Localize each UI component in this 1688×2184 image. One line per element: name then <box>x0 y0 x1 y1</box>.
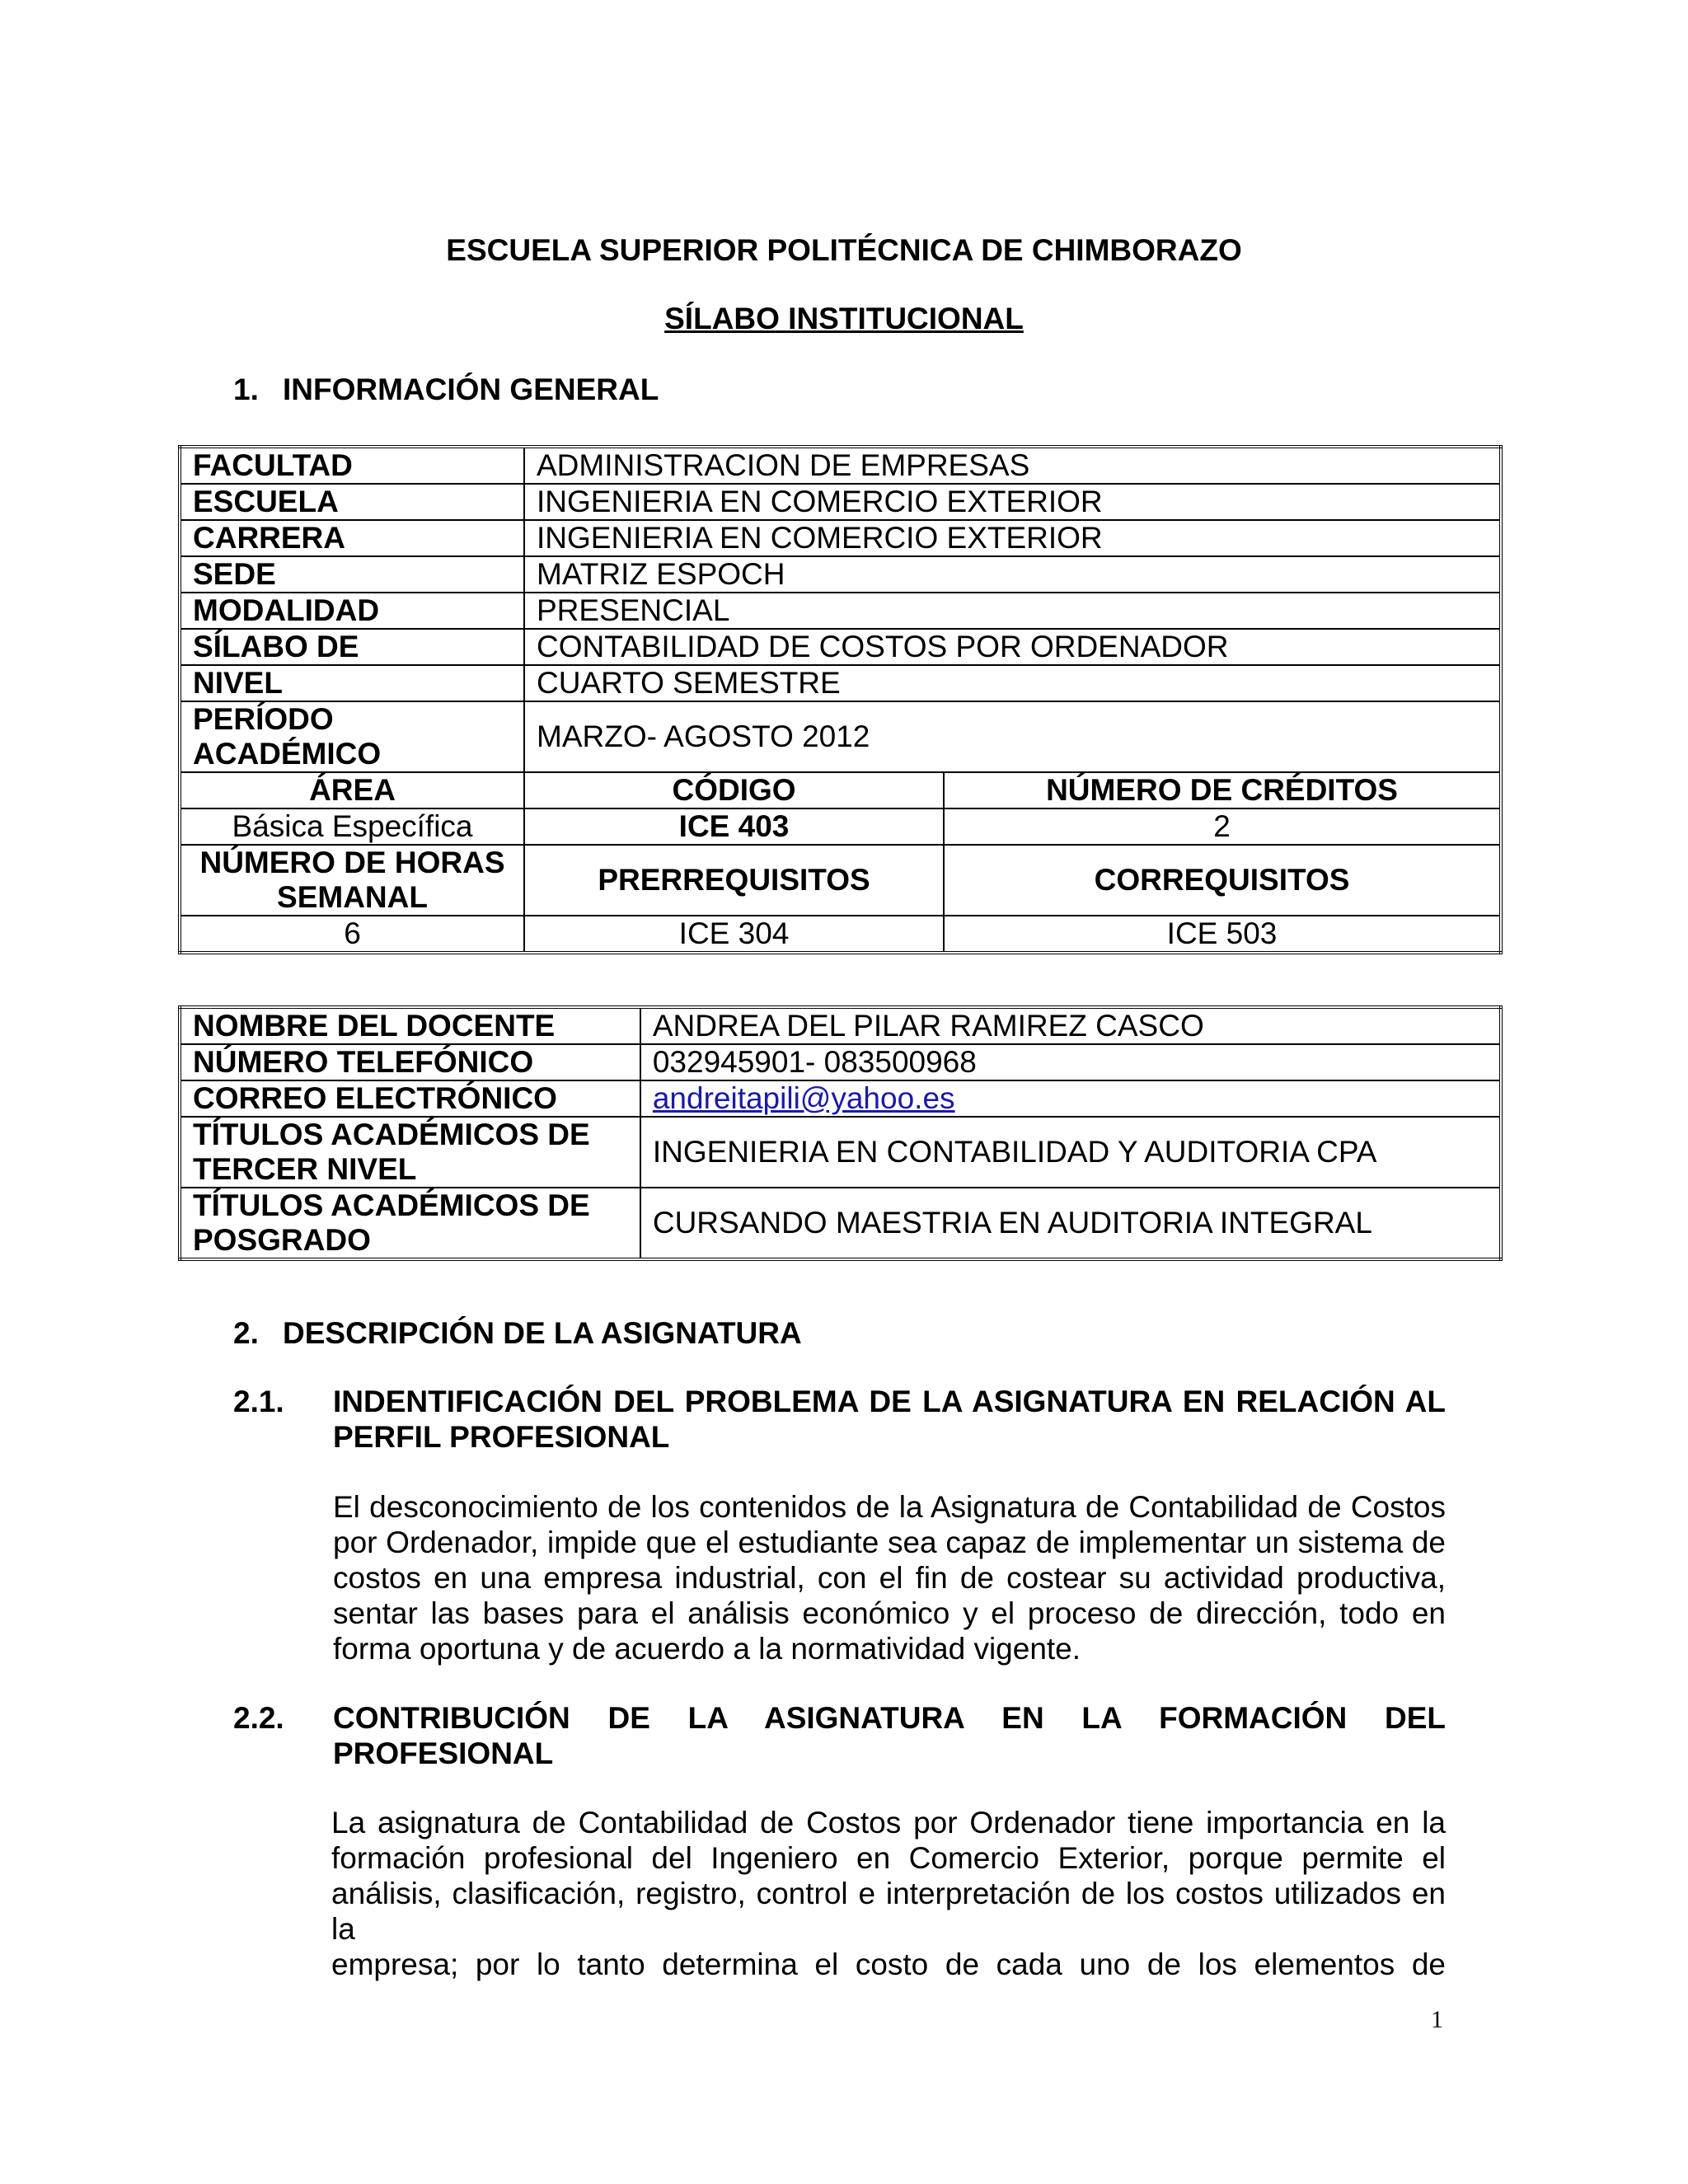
info-row-sede <box>180 556 1501 593</box>
teacher-row-phone <box>180 1044 1501 1080</box>
teacher-row-name <box>180 1007 1501 1044</box>
teacher-email-label: CORREO ELECTRÓNICO <box>180 1080 640 1117</box>
postgrad-label <box>180 1188 640 1259</box>
subsection-2-2-paragraph <box>331 1805 1446 1982</box>
third-level-label-line: TÍTULOS ACADÉMICOS DE <box>193 1118 590 1151</box>
info-label: FACULTAD <box>180 447 524 484</box>
hours-header <box>180 845 524 916</box>
teacher-email-link[interactable]: andreitapili@yahoo.es <box>652 1081 955 1115</box>
info-value: CUARTO SEMESTRE <box>524 665 1501 701</box>
teacher-row-email <box>180 1080 1501 1117</box>
subsection-title-line: INDENTIFICACIÓN DEL PROBLEMA DE LA ASIGNATURA EN RELACIÓN AL <box>333 1385 1446 1418</box>
paragraph-line: por Ordenador, impide que el estudiante sea capaz de implementar un sistema de <box>333 1526 1446 1559</box>
area-header: ÁREA <box>180 772 524 808</box>
postgrad-label-line: POSGRADO <box>193 1223 371 1257</box>
coreq-header: CORREQUISITOS <box>944 845 1501 916</box>
document-title-text: SÍLABO INSTITUCIONAL <box>664 302 1024 335</box>
document-title <box>0 302 1688 336</box>
teacher-email-cell <box>640 1080 1501 1117</box>
prereq-header: PRERREQUISITOS <box>524 845 944 916</box>
postgrad-label-line: TÍTULOS ACADÉMICOS DE <box>193 1188 590 1222</box>
teacher-name-value: ANDREA DEL PILAR RAMIREZ CASCO <box>640 1007 1501 1044</box>
credits-header: NÚMERO DE CRÉDITOS <box>944 772 1501 808</box>
info-value: ADMINISTRACION DE EMPRESAS <box>524 447 1501 484</box>
grid-header-row-2 <box>180 845 1501 916</box>
subsection-title-line: CONTRIBUCIÓN DE LA ASIGNATURA EN LA FORMACIÓN DEL <box>333 1701 1446 1735</box>
grid-value-row-2 <box>180 916 1501 953</box>
section-2-title: DESCRIPCIÓN DE LA ASIGNATURA <box>283 1316 802 1350</box>
code-header: CÓDIGO <box>524 772 944 808</box>
subsection-2-1-title <box>333 1384 1446 1455</box>
paragraph-line: forma oportuna y de acuerdo a la normatividad vigente. <box>333 1632 1081 1666</box>
teacher-name-label: NOMBRE DEL DOCENTE <box>180 1007 640 1044</box>
subsection-2-2-title <box>333 1700 1446 1771</box>
area-value: Básica Específica <box>180 808 524 845</box>
teacher-phone-value: 032945901- 083500968 <box>640 1044 1501 1080</box>
info-value: INGENIERIA EN COMERCIO EXTERIOR <box>524 520 1501 556</box>
teacher-phone-label: NÚMERO TELEFÓNICO <box>180 1044 640 1080</box>
info-row-facultad <box>180 447 1501 484</box>
info-row-silabo <box>180 629 1501 665</box>
subsection-2-2-number: 2.2. <box>233 1701 284 1735</box>
subsection-2-1-paragraph <box>333 1489 1446 1666</box>
hours-value: 6 <box>180 916 524 953</box>
info-label: MODALIDAD <box>180 593 524 629</box>
credits-value: 2 <box>944 808 1501 845</box>
paragraph-line: sentar las bases para el análisis económico y el proceso de dirección, todo en <box>333 1596 1446 1630</box>
info-label-line: ACADÉMICO <box>193 737 382 771</box>
info-label: SÍLABO DE <box>180 629 524 665</box>
info-label: ESCUELA <box>180 484 524 520</box>
paragraph-line: La asignatura de Contabilidad de Costos por Ordenador tiene importancia en la <box>331 1806 1446 1840</box>
info-label: CARRERA <box>180 520 524 556</box>
section-1-number: 1. <box>233 373 259 406</box>
info-value: PRESENCIAL <box>524 593 1501 629</box>
paragraph-line: formación profesional del Ingeniero en Comercio Exterior, porque permite el <box>331 1841 1446 1875</box>
teacher-row-postgrad <box>180 1188 1501 1259</box>
info-value: INGENIERIA EN COMERCIO EXTERIOR <box>524 484 1501 520</box>
paragraph-line: El desconocimiento de los contenidos de la Asignatura de Contabilidad de Costos <box>333 1490 1446 1524</box>
info-row-escuela <box>180 484 1501 520</box>
institution-name: ESCUELA SUPERIOR POLITÉCNICA DE CHIMBORAZO <box>446 233 1242 267</box>
paragraph-line: costos en una empresa industrial, con el fin de costear su actividad productiva, <box>333 1561 1446 1595</box>
teacher-row-third-level <box>180 1117 1501 1188</box>
prereq-value: ICE 304 <box>524 916 944 953</box>
third-level-label <box>180 1117 640 1188</box>
info-row-nivel <box>180 665 1501 701</box>
subsection-2-1-number: 2.1. <box>233 1385 284 1418</box>
code-value: ICE 403 <box>524 808 944 845</box>
paragraph-line: análisis, clasificación, registro, control e interpretación de los costos utilizados en la <box>331 1877 1446 1946</box>
info-row-carrera <box>180 520 1501 556</box>
coreq-value: ICE 503 <box>944 916 1501 953</box>
postgrad-value: CURSANDO MAESTRIA EN AUDITORIA INTEGRAL <box>640 1188 1501 1259</box>
third-level-value: INGENIERIA EN CONTABILIDAD Y AUDITORIA CPA <box>640 1117 1501 1188</box>
third-level-label-line: TERCER NIVEL <box>193 1152 417 1186</box>
info-value: MATRIZ ESPOCH <box>524 556 1501 593</box>
teacher-info-table <box>178 1005 1503 1261</box>
page-number: 1 <box>1431 2006 1443 2033</box>
info-value: MARZO- AGOSTO 2012 <box>524 701 1501 772</box>
section-2-number: 2. <box>233 1316 259 1350</box>
paragraph-line: empresa; por lo tanto determina el costo de cada uno de los elementos de <box>331 1947 1446 1981</box>
info-row-modalidad <box>180 593 1501 629</box>
general-info-table <box>178 445 1503 954</box>
subsection-title-line: PROFESIONAL <box>333 1736 554 1770</box>
hours-header-line: NÚMERO DE HORAS <box>199 846 505 879</box>
info-label: NIVEL <box>180 665 524 701</box>
grid-value-row <box>180 808 1501 845</box>
info-value: CONTABILIDAD DE COSTOS POR ORDENADOR <box>524 629 1501 665</box>
info-label <box>180 701 524 772</box>
grid-header-row <box>180 772 1501 808</box>
info-label: SEDE <box>180 556 524 593</box>
info-label-line: PERÍODO <box>193 702 334 736</box>
section-1-title: INFORMACIÓN GENERAL <box>283 373 659 406</box>
hours-header-line: SEMANAL <box>277 880 428 914</box>
info-row-periodo <box>180 701 1501 772</box>
subsection-title-line: PERFIL PROFESIONAL <box>333 1420 670 1454</box>
